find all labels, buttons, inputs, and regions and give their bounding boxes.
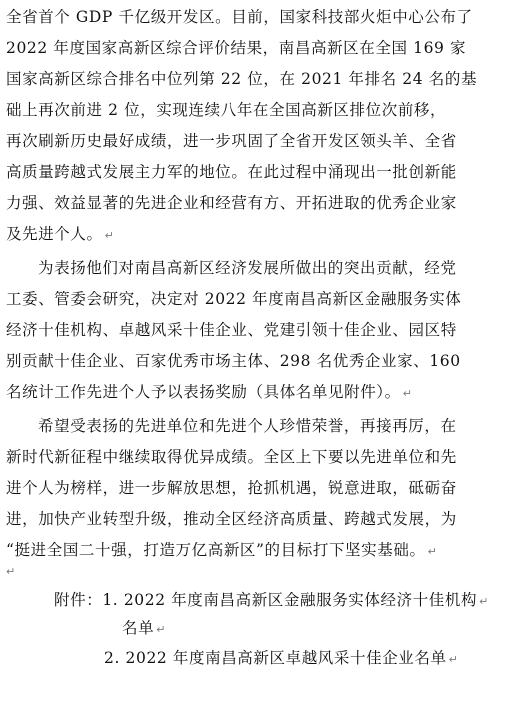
text-line <box>6 320 457 340</box>
attachment-item: 2. 2022 年度南昌高新区卓越风采十佳企业名单 <box>104 649 447 667</box>
line-text: 希望受表扬的先进单位和先进个人珍惜荣誉，再接再厉，在 <box>38 417 457 435</box>
attachment-item: 名单 <box>122 619 155 637</box>
line-text: 别贡献十佳企业、百家优秀市场主体、298 名优秀企业家、160 <box>6 352 461 370</box>
line-text: 及先进个人。 <box>6 225 103 243</box>
text-line <box>6 193 457 213</box>
text-line <box>6 351 461 371</box>
line-text: 国家高新区综合排名中位列第 22 位，在 2021 年排名 24 名的基 <box>6 70 478 88</box>
line-text: 高质量跨越式发展主力军的地位。在此过程中涌现出一批创新能 <box>6 163 457 181</box>
text-line <box>38 416 457 436</box>
text-line <box>6 100 446 120</box>
line-text: “挺进全国二十强，打造万亿高新区”的目标打下坚实基础。 <box>6 541 426 559</box>
paragraph-mark-icon: ↵ <box>156 623 167 636</box>
attachment-line <box>122 618 166 640</box>
line-text: 为表扬他们对南昌高新区经济发展所做出的突出贡献，经党 <box>38 259 457 277</box>
line-text: 名统计工作先进个人予以表扬奖励（具体名单见附件）。 <box>6 383 401 401</box>
line-text: 进，加快产业转型升级，推动全区经济高质量、跨越式发展，为 <box>6 510 457 528</box>
line-text: 再次刷新历史最好成绩，进一步巩固了全省开发区领头羊、全省 <box>6 132 457 150</box>
text-line <box>6 540 437 562</box>
text-line <box>6 382 413 404</box>
text-line <box>6 7 473 27</box>
paragraph-mark-icon: ↵ <box>6 565 16 578</box>
line-text: 全省首个 GDP 千亿级开发区。目前，国家科技部火炬中心公布了 <box>6 8 473 26</box>
line-text: 2022 年度国家高新区综合评价结果，南昌高新区在全国 169 家 <box>6 39 467 57</box>
line-text: 新时代新征程中继续取得优异成绩。全区上下要以先进单位和先 <box>6 448 457 466</box>
line-text: 础上再次前进 2 位，实现连续八年在全国高新区排位次前移， <box>6 101 447 119</box>
text-line <box>6 131 457 151</box>
paragraph-mark-icon: ↵ <box>479 595 489 608</box>
text-line <box>6 447 457 467</box>
attachment-line <box>54 590 489 612</box>
attachment-item: 1. 2022 年度南昌高新区金融服务实体经济十佳机构 <box>102 591 478 609</box>
attachment-line <box>104 648 458 670</box>
text-line <box>6 38 466 58</box>
attachment-label: 附件： <box>54 591 103 609</box>
text-line <box>6 162 457 182</box>
paragraph-mark-icon: ↵ <box>104 229 115 242</box>
text-line <box>6 69 477 89</box>
text-line <box>6 289 461 309</box>
line-text: 进个人为榜样，进一步解放思想，抢抓机遇，锐意进取，砥砺奋 <box>6 479 457 497</box>
paragraph-mark-icon: ↵ <box>402 387 413 400</box>
line-text: 工委、管委会研究，决定对 2022 年度南昌高新区金融服务实体 <box>6 290 462 308</box>
line-text: 力强、效益显著的先进企业和经营有方、开拓进取的优秀企业家 <box>6 194 457 212</box>
paragraph-mark-icon: ↵ <box>427 545 438 558</box>
text-line <box>6 509 457 529</box>
line-text: 经济十佳机构、卓越风采十佳企业、党建引领十佳企业、园区特 <box>6 321 457 339</box>
text-line <box>38 258 457 278</box>
text-line <box>6 478 457 498</box>
text-line <box>6 224 114 246</box>
paragraph-mark-icon: ↵ <box>448 653 459 666</box>
